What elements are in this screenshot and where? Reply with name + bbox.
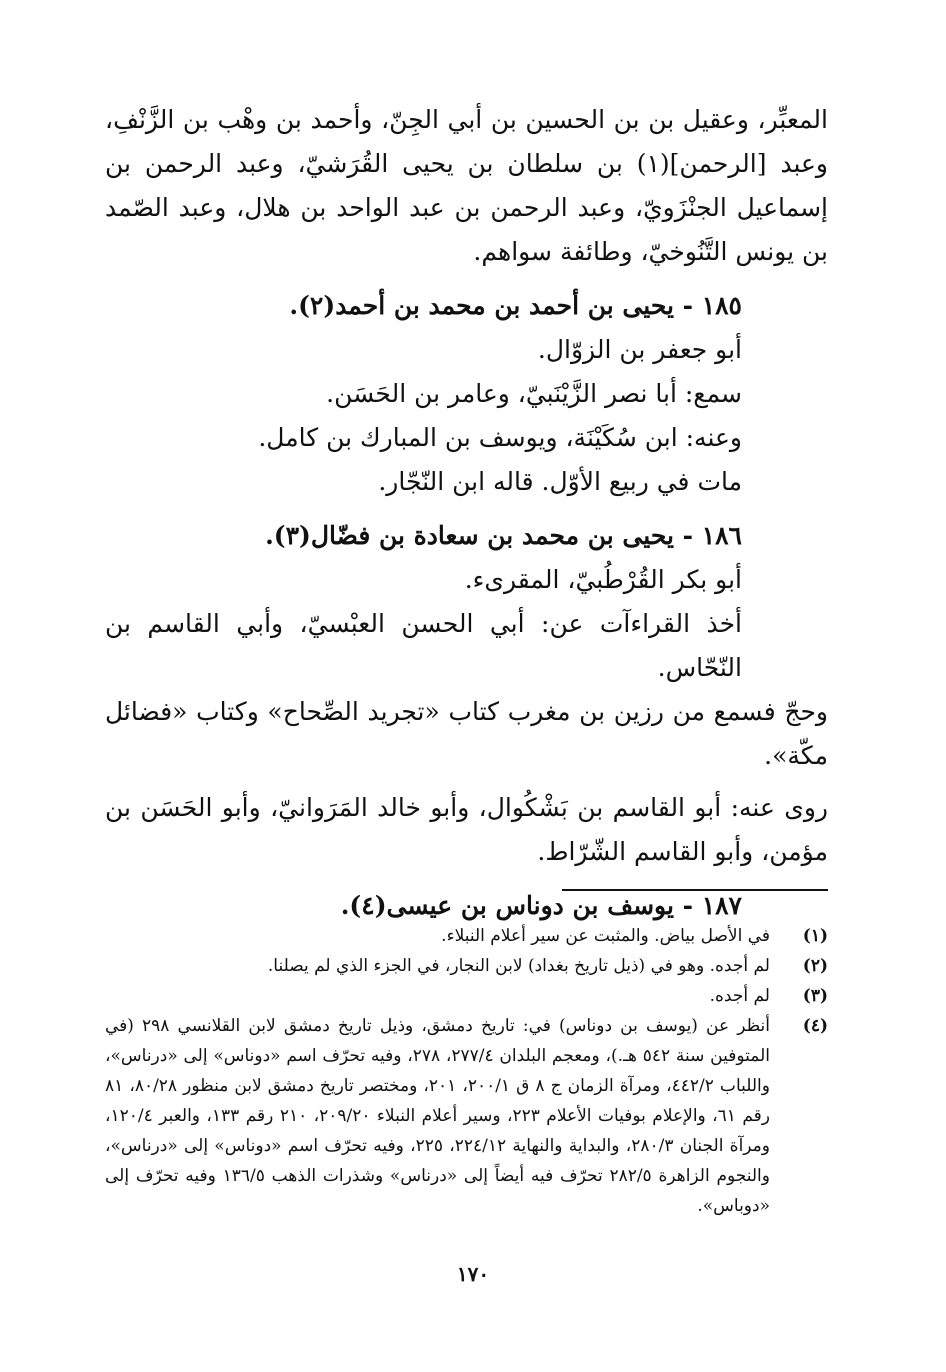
main-text [105, 98, 828, 928]
entry-185-heading: ١٨٥ - يحيى بن أحمد بن محمد بن أحمد(٢). [289, 291, 742, 320]
footnotes [105, 921, 828, 1221]
entry-186-line: أبو بكر القُرْطُبيّ، المقرىء. [464, 565, 742, 594]
entry-186-paragraph: روى عنه: أبو القاسم بن بَشْكُوال، وأبو خالد المَرَوانيّ، وأبو الحَسَن بن مؤمن، وأبو القاسم الشّرّاط. [105, 793, 828, 866]
footnote-number: (١) [802, 926, 828, 946]
footnote [105, 921, 828, 951]
entry-185-line: أبو جعفر بن الزوّال. [537, 335, 742, 364]
opening-paragraph: المعبِّر، وعقيل بن بن الحسين بن أبي الجِنّ، وأحمد بن وهْب بن الزَّنْفِ، وعبد [الرحمن](١) بن سلطان بن يحيى القُرَشيّ، وعبد الرحمن بن إسماعيل الجنْزَويّ، وعبد الرحمن بن عبد الواحد بن هلال، وعبد الصّمد بن يونس التَّنُوخيّ، وطائفة سواهم. [105, 105, 828, 266]
page-number: ١٧٠ [456, 1262, 490, 1286]
entry-185-line: سمع: أبا نصر الزَّيْنَبيّ، وعامر بن الحَسَن. [326, 379, 742, 408]
entry-186-heading: ١٨٦ - يحيى بن محمد بن سعادة بن فضّال(٣). [265, 521, 742, 550]
entry-185-line: مات في ربيع الأوّل. قاله ابن النّجّار. [378, 467, 742, 496]
footnote-number: (٤) [802, 1016, 828, 1036]
footnote-separator [562, 889, 828, 891]
page-body [105, 98, 828, 1216]
footnote [105, 981, 828, 1011]
footnote-number: (٢) [802, 956, 828, 976]
entry-187-heading: ١٨٧ - يوسف بن دوناس بن عيسى(٤). [340, 891, 742, 920]
entry-185-line: وعنه: ابن سُكَيْنَة، ويوسف بن المبارك بن كامل. [258, 423, 742, 452]
footnote [105, 1011, 828, 1221]
footnote-text: لم أجده. وهو في (ذيل تاريخ بغداد) لابن النجار، في الجزء الذي لم يصلنا. [267, 956, 770, 976]
footnote-text: أنظر عن (يوسف بن دوناس) في: تاريخ دمشق، وذيل تاريخ دمشق لابن القلانسي ٢٩٨ (في المتوفين سنة ٥٤٢ هـ.)، ومعجم البلدان ٢٧٧/٤، ٢٧٨، وفيه تحرّف اسم «دوناس» إلى «درناس»، واللباب ٤٤٢/٢، ومرآة الزمان ج ٨ ق ٢٠٠/١، ٢٠١، ومختصر تاريخ دمشق لابن منظور ٨٠/٢٨، ٨١ رقم ٦١، والإعلام بوفيات الأعلام ٢٢٣، وسير أعلام النبلاء ٢٠٩/٢٠، ٢١٠ رقم ١٣٣، والعبر ١٢٠/٤، ومرآة الجنان ٢٨٠/٣، والبداية والنهاية ٢٢٤/١٢، ٢٢٥، وفيه تحرّف اسم «دوناس» إلى «درناس»، والنجوم الزاهرة ٢٨٢/٥ تحرّف فيه أيضاً إلى «درناس» وشذرات الذهب ١٣٦/٥ وفيه تحرّف إلى «دوباس». [105, 1016, 770, 1216]
entry-186-paragraph: وحجّ فسمع من رزين بن مغرب كتاب «تجريد الصِّحاح» وكتاب «فضائل مكّة». [105, 697, 828, 770]
footnote-text: لم أجده. [709, 986, 770, 1006]
footnote [105, 951, 828, 981]
footnote-number: (٣) [802, 986, 828, 1006]
footnote-text: في الأصل بياض. والمثبت عن سير أعلام النبلاء. [441, 926, 770, 946]
entry-186-line: أخذ القراءآت عن: أبي الحسن العبْسيّ، وأبي القاسم بن النّحّاس. [105, 609, 742, 682]
